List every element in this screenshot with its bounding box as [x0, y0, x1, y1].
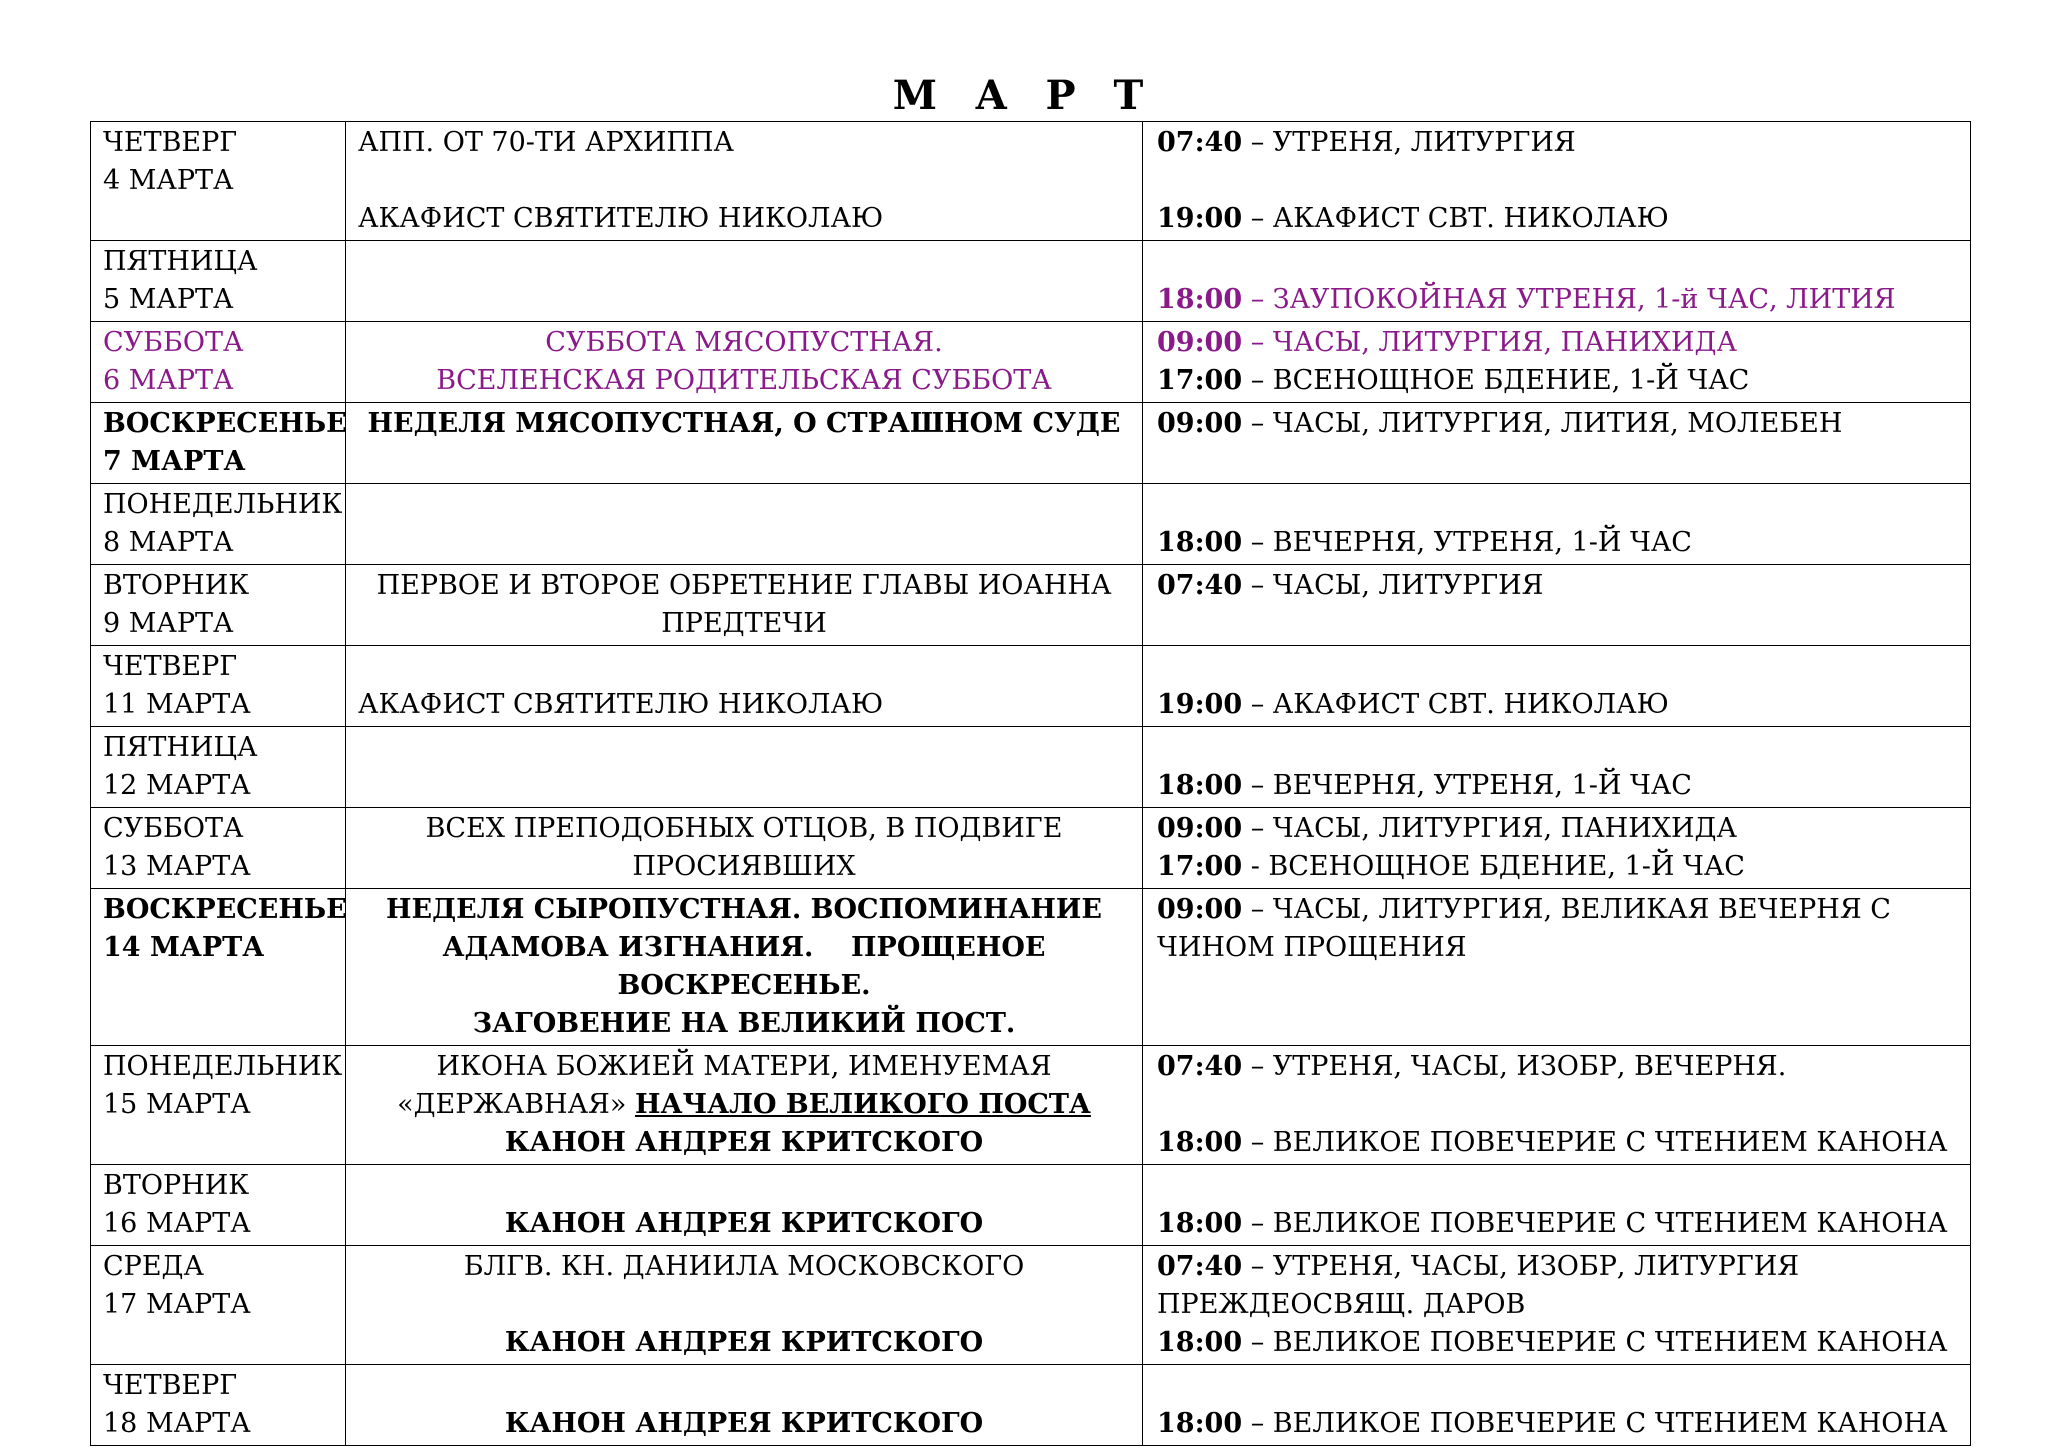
service-text: – ВСЕНОЩНОЕ БДЕНИЕ, 1-Й ЧАС	[1242, 365, 1750, 396]
event-line: КАНОН АНДРЕЯ КРИТСКОГО	[504, 1408, 984, 1439]
event-line: КАНОН АНДРЕЯ КРИТСКОГО	[504, 1208, 984, 1239]
event-line	[358, 729, 1130, 767]
date: 13 МАРТА	[103, 851, 251, 882]
event-cell	[346, 889, 1143, 1046]
day-cell	[91, 1246, 346, 1365]
services-cell	[1143, 1046, 1971, 1165]
service-time: 18:00	[1157, 1408, 1243, 1439]
event-line	[358, 281, 1130, 319]
event-line: БЛГВ. КН. ДАНИИЛА МОСКОВСКОГО	[463, 1251, 1025, 1282]
service-line	[1157, 486, 1958, 524]
day-cell	[91, 889, 346, 1046]
weekday: ПЯТНИЦА	[103, 246, 258, 277]
service-line	[1157, 200, 1958, 238]
service-time: 09:00	[1157, 408, 1243, 439]
event-line: АДАМОВА ИЗГНАНИЯ. ПРОЩЕНОЕ	[442, 932, 1046, 963]
event-line: КАНОН АНДРЕЯ КРИТСКОГО	[504, 1127, 984, 1158]
service-time: 17:00	[1157, 365, 1243, 396]
services-cell	[1143, 241, 1971, 322]
service-time: 07:40	[1157, 127, 1243, 158]
event-cell	[346, 1046, 1143, 1165]
event-cell	[346, 322, 1143, 403]
service-text: – АКАФИСТ СВТ. НИКОЛАЮ	[1242, 689, 1669, 720]
weekday: ВОСКРЕСЕНЬЕ	[103, 894, 347, 925]
date: 8 МАРТА	[103, 527, 234, 558]
weekday: ПОНЕДЕЛЬНИК	[103, 489, 343, 520]
event-line	[358, 162, 1130, 200]
weekday: ВТОРНИК	[103, 1170, 250, 1201]
table-row	[91, 889, 1971, 1046]
day-cell	[91, 484, 346, 565]
services-cell	[1143, 1246, 1971, 1365]
weekday: ПОНЕДЕЛЬНИК	[103, 1051, 343, 1082]
weekday: СУББОТА	[103, 327, 244, 358]
service-line	[1157, 1086, 1958, 1124]
date: 6 МАРТА	[103, 365, 234, 396]
service-line	[1157, 810, 1958, 848]
service-line	[1157, 281, 1958, 319]
weekday: ВТОРНИК	[103, 570, 250, 601]
service-line	[1157, 1324, 1958, 1362]
table-row	[91, 727, 1971, 808]
schedule-table	[90, 121, 1971, 1446]
date: 9 МАРТА	[103, 608, 234, 639]
event-cell	[346, 808, 1143, 889]
date: 14 МАРТА	[103, 932, 265, 963]
event-line	[358, 486, 1130, 524]
service-text: – АКАФИСТ СВТ. НИКОЛАЮ	[1242, 203, 1669, 234]
table-row	[91, 122, 1971, 241]
event-line: ЗАГОВЕНИЕ НА ВЕЛИКИЙ ПОСТ.	[472, 1008, 1016, 1039]
services-cell	[1143, 808, 1971, 889]
service-line	[1157, 1048, 1958, 1086]
services-cell	[1143, 727, 1971, 808]
service-time: 18:00	[1157, 1327, 1243, 1358]
table-row	[91, 403, 1971, 484]
service-text: – ЗАУПОКОЙНАЯ УТРЕНЯ, 1-й ЧАС, ЛИТИЯ	[1242, 284, 1896, 315]
event-line	[358, 524, 1130, 562]
date: 7 МАРТА	[103, 446, 246, 477]
service-time: 18:00	[1157, 770, 1243, 801]
service-text: – ЧАСЫ, ЛИТУРГИЯ, ПАНИХИДА	[1242, 327, 1737, 358]
date: 15 МАРТА	[103, 1089, 251, 1120]
event-line	[358, 1167, 1130, 1205]
event-cell	[346, 1246, 1143, 1365]
day-cell	[91, 322, 346, 403]
event-line: НЕДЕЛЯ МЯСОПУСТНАЯ, О СТРАШНОМ СУДЕ	[367, 408, 1121, 439]
event-line: ВОСКРЕСЕНЬЕ.	[617, 970, 871, 1001]
date: 4 МАРТА	[103, 165, 234, 196]
event-cell	[346, 646, 1143, 727]
service-text: - ВСЕНОЩНОЕ БДЕНИЕ, 1-Й ЧАС	[1242, 851, 1745, 882]
date: 11 МАРТА	[103, 689, 251, 720]
service-time: 17:00	[1157, 851, 1243, 882]
event-line: ПЕРВОЕ И ВТОРОЕ ОБРЕТЕНИЕ ГЛАВЫ ИОАННА	[376, 570, 1112, 601]
service-time: 07:40	[1157, 1051, 1243, 1082]
event-line	[358, 767, 1130, 805]
event-cell	[346, 241, 1143, 322]
event-line: ВСЕХ ПРЕПОДОБНЫХ ОТЦОВ, В ПОДВИГЕ	[425, 813, 1063, 844]
weekday: ВОСКРЕСЕНЬЕ	[103, 408, 347, 439]
event-line: КАНОН АНДРЕЯ КРИТСКОГО	[504, 1327, 984, 1358]
service-line	[1157, 443, 1958, 481]
event-line	[358, 1286, 1130, 1324]
service-line	[1157, 648, 1958, 686]
services-cell	[1143, 122, 1971, 241]
service-line	[1157, 1367, 1958, 1405]
weekday: ЧЕТВЕРГ	[103, 1370, 238, 1401]
event-line	[358, 443, 1130, 481]
event-line	[358, 243, 1130, 281]
service-time: 09:00	[1157, 327, 1243, 358]
event-line: ВСЕЛЕНСКАЯ РОДИТЕЛЬСКАЯ СУББОТА	[436, 365, 1052, 396]
service-text: ПРЕЖДЕОСВЯЩ. ДАРОВ	[1157, 1289, 1526, 1320]
table-row	[91, 484, 1971, 565]
service-text: – ЧАСЫ, ЛИТУРГИЯ, ВЕЛИКАЯ ВЕЧЕРНЯ С	[1242, 894, 1891, 925]
service-text: – УТРЕНЯ, ЧАСЫ, ИЗОБР, ВЕЧЕРНЯ.	[1242, 1051, 1787, 1082]
table-row	[91, 1246, 1971, 1365]
service-line	[1157, 767, 1958, 805]
service-time: 19:00	[1157, 689, 1243, 720]
service-line	[1157, 1205, 1958, 1243]
services-cell	[1143, 403, 1971, 484]
event-cell	[346, 1165, 1143, 1246]
event-line: НЕДЕЛЯ СЫРОПУСТНАЯ. ВОСПОМИНАНИЕ	[386, 894, 1102, 925]
day-cell	[91, 403, 346, 484]
service-line	[1157, 567, 1958, 605]
service-line	[1157, 1124, 1958, 1162]
service-time: 07:40	[1157, 570, 1243, 601]
page-title: М А Р Т	[892, 72, 1156, 119]
event-line	[358, 1086, 1130, 1124]
event-line: АКАФИСТ СВЯТИТЕЛЮ НИКОЛАЮ	[358, 203, 884, 234]
weekday: ЧЕТВЕРГ	[103, 651, 238, 682]
services-cell	[1143, 1165, 1971, 1246]
event-line: ИКОНА БОЖИЕЙ МАТЕРИ, ИМЕНУЕМАЯ	[436, 1051, 1052, 1082]
date: 5 МАРТА	[103, 284, 234, 315]
service-text: ЧИНОМ ПРОЩЕНИЯ	[1157, 932, 1467, 963]
service-line	[1157, 848, 1958, 886]
service-line	[1157, 729, 1958, 767]
services-cell	[1143, 484, 1971, 565]
date: 16 МАРТА	[103, 1208, 251, 1239]
weekday: ЧЕТВЕРГ	[103, 127, 238, 158]
service-text: – ВЕЛИКОЕ ПОВЕЧЕРИЕ С ЧТЕНИЕМ КАНОНА	[1242, 1208, 1948, 1239]
event-cell	[346, 565, 1143, 646]
service-time: 09:00	[1157, 813, 1243, 844]
service-line	[1157, 891, 1958, 929]
service-line	[1157, 1405, 1958, 1443]
table-row	[91, 808, 1971, 889]
services-cell	[1143, 889, 1971, 1046]
service-text: – УТРЕНЯ, ЧАСЫ, ИЗОБР, ЛИТУРГИЯ	[1242, 1251, 1800, 1282]
date: 12 МАРТА	[103, 770, 251, 801]
day-cell	[91, 1046, 346, 1165]
service-text: – ВЕЧЕРНЯ, УТРЕНЯ, 1-Й ЧАС	[1242, 770, 1692, 801]
service-text: – УТРЕНЯ, ЛИТУРГИЯ	[1242, 127, 1576, 158]
services-cell	[1143, 1365, 1971, 1446]
weekday: ПЯТНИЦА	[103, 732, 258, 763]
service-text: – ВЕЛИКОЕ ПОВЕЧЕРИЕ С ЧТЕНИЕМ КАНОНА	[1242, 1327, 1948, 1358]
event-line: АПП. ОТ 70-ТИ АРХИППА	[358, 127, 734, 158]
table-row	[91, 1046, 1971, 1165]
service-text: – ВЕЧЕРНЯ, УТРЕНЯ, 1-Й ЧАС	[1242, 527, 1692, 558]
event-line	[358, 648, 1130, 686]
event-line: ПРОСИЯВШИХ	[632, 851, 856, 882]
service-time: 18:00	[1157, 527, 1243, 558]
weekday: СУББОТА	[103, 813, 244, 844]
event-line: АКАФИСТ СВЯТИТЕЛЮ НИКОЛАЮ	[358, 689, 884, 720]
services-cell	[1143, 646, 1971, 727]
service-text: – ЧАСЫ, ЛИТУРГИЯ	[1242, 570, 1544, 601]
service-time: 18:00	[1157, 1208, 1243, 1239]
day-cell	[91, 808, 346, 889]
service-line	[1157, 324, 1958, 362]
day-cell	[91, 241, 346, 322]
table-row	[91, 565, 1971, 646]
icon-name-text: «ДЕРЖАВНАЯ»	[397, 1089, 627, 1120]
service-time: 18:00	[1157, 1127, 1243, 1158]
table-row	[91, 646, 1971, 727]
services-cell	[1143, 565, 1971, 646]
service-text: – ВЕЛИКОЕ ПОВЕЧЕРИЕ С ЧТЕНИЕМ КАНОНА	[1242, 1408, 1948, 1439]
day-cell	[91, 1365, 346, 1446]
service-line	[1157, 1286, 1958, 1324]
service-text: – ВЕЛИКОЕ ПОВЕЧЕРИЕ С ЧТЕНИЕМ КАНОНА	[1242, 1127, 1948, 1158]
day-cell	[91, 646, 346, 727]
event-line: СУББОТА МЯСОПУСТНАЯ.	[545, 327, 943, 358]
event-cell	[346, 484, 1143, 565]
service-text: – ЧАСЫ, ЛИТУРГИЯ, ЛИТИЯ, МОЛЕБЕН	[1242, 408, 1843, 439]
service-line	[1157, 362, 1958, 400]
day-cell	[91, 1165, 346, 1246]
service-line	[1157, 124, 1958, 162]
weekday: СРЕДА	[103, 1251, 204, 1282]
event-cell	[346, 403, 1143, 484]
service-line	[1157, 524, 1958, 562]
event-cell	[346, 122, 1143, 241]
lent-start-text: НАЧАЛО ВЕЛИКОГО ПОСТА	[634, 1089, 1091, 1120]
day-cell	[91, 727, 346, 808]
service-line	[1157, 1167, 1958, 1205]
service-time: 18:00	[1157, 284, 1243, 315]
service-line	[1157, 162, 1958, 200]
service-line	[1157, 1248, 1958, 1286]
date: 17 МАРТА	[103, 1289, 251, 1320]
services-cell	[1143, 322, 1971, 403]
service-line	[1157, 686, 1958, 724]
table-row	[91, 1365, 1971, 1446]
event-line: ПРЕДТЕЧИ	[661, 608, 827, 639]
service-time: 19:00	[1157, 203, 1243, 234]
service-line	[1157, 405, 1958, 443]
table-row	[91, 1165, 1971, 1246]
day-cell	[91, 565, 346, 646]
event-cell	[346, 727, 1143, 808]
service-time: 07:40	[1157, 1251, 1243, 1282]
service-line	[1157, 605, 1958, 643]
table-row	[91, 241, 1971, 322]
date: 18 МАРТА	[103, 1408, 251, 1439]
service-time: 09:00	[1157, 894, 1243, 925]
event-cell	[346, 1365, 1143, 1446]
event-line	[358, 1367, 1130, 1405]
table-row	[91, 322, 1971, 403]
service-line	[1157, 243, 1958, 281]
service-text: – ЧАСЫ, ЛИТУРГИЯ, ПАНИХИДА	[1242, 813, 1737, 844]
service-line	[1157, 929, 1958, 967]
day-cell	[91, 122, 346, 241]
